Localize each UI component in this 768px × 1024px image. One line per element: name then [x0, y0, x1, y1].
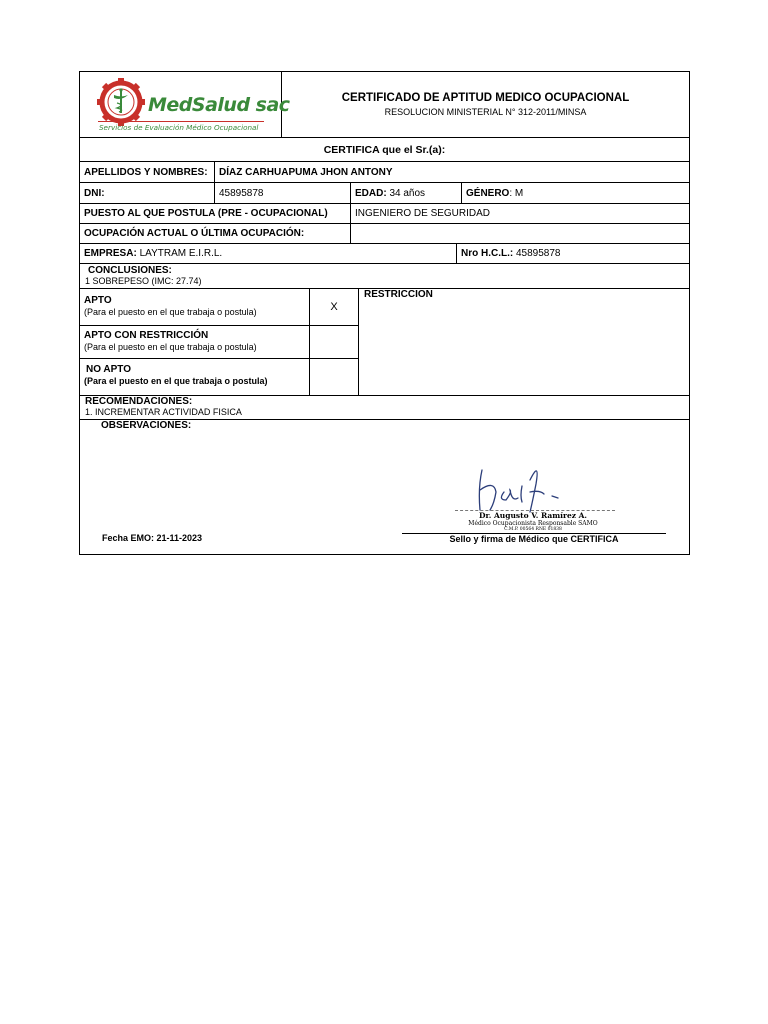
- aptitud-left: [80, 289, 359, 395]
- apto-restriccion-sub: (Para el puesto en el que trabaja o postula): [84, 342, 257, 352]
- ocupacion-value: [351, 224, 689, 243]
- empresa-row: [80, 244, 689, 264]
- recomendaciones-row: [80, 396, 689, 420]
- certifica-row: [80, 138, 689, 162]
- apto-restriccion-row: [80, 326, 358, 359]
- hcl-label: Nro H.C.L.:: [461, 248, 514, 259]
- apellidos-row: [80, 162, 689, 183]
- apto-mark-box: [309, 289, 358, 325]
- apto-restriccion-mark-box: [309, 326, 358, 358]
- page-subtitle: RESOLUCION MINISTERIAL N° 312-2011/MINSA: [384, 107, 587, 117]
- puesto-row: [80, 204, 689, 224]
- apto-label: APTO: [84, 295, 112, 306]
- title-cell: [282, 72, 689, 137]
- empresa-cell: [80, 244, 457, 263]
- no-apto-row: [80, 359, 358, 395]
- empresa-value: LAYTRAM E.I.R.L.: [139, 248, 223, 259]
- apellidos-label: APELLIDOS Y NOMBRES:: [80, 162, 215, 182]
- stamp-role: Médico Ocupacionista Responsable SAMO: [468, 520, 598, 527]
- stamp-doctor: Dr. Augusto V. Ramírez A.: [478, 511, 588, 520]
- doctor-signature: [460, 460, 590, 516]
- no-apto-mark-box: [309, 359, 358, 395]
- hcl-cell: [457, 244, 689, 263]
- page-title: CERTIFICADO DE APTITUD MEDICO OCUPACIONAL: [341, 92, 630, 104]
- apto-row: [80, 289, 358, 326]
- ocupacion-row: [80, 224, 689, 244]
- hcl-value: 45895878: [516, 248, 561, 259]
- genero-cell: [462, 183, 689, 203]
- recomendaciones-value: 1. INCREMENTAR ACTIVIDAD FISICA: [85, 407, 242, 417]
- apto-mark: X: [330, 301, 338, 313]
- apto-restriccion-label: APTO CON RESTRICCIÓN: [84, 330, 209, 341]
- apto-sub: (Para el puesto en el que trabaja o postula): [84, 307, 257, 317]
- header-row: [80, 72, 689, 138]
- signature-caption: Sello y firma de Médico que CERTIFICA: [449, 534, 619, 544]
- observaciones-section: [80, 420, 689, 554]
- dni-label: DNI:: [80, 183, 215, 203]
- genero-value: : M: [509, 187, 524, 199]
- conclusiones-row: [80, 264, 689, 289]
- dni-row: [80, 183, 689, 204]
- edad-value: 34 años: [389, 187, 426, 199]
- apellidos-value: DÍAZ CARHUAPUMA JHON ANTONY: [219, 166, 393, 178]
- genero-label: GÉNERO: [466, 187, 510, 199]
- edad-label: EDAD:: [355, 187, 387, 199]
- puesto-value: INGENIERO DE SEGURIDAD: [355, 208, 491, 219]
- observaciones-label: OBSERVACIONES:: [101, 420, 192, 431]
- conclusiones-label: CONCLUSIONES:: [88, 265, 172, 276]
- logo-brand: MedSalud sac: [148, 94, 290, 116]
- logo-cell: [80, 72, 290, 137]
- aptitud-block: [80, 289, 689, 396]
- conclusiones-value: 1 SOBREPESO (IMC: 27.74): [85, 276, 202, 286]
- puesto-label: PUESTO AL QUE POSTULA (PRE - OCUPACIONAL): [80, 204, 351, 223]
- dni-value: 45895878: [215, 183, 351, 203]
- restriccion-box-label: RESTRICCION: [364, 289, 433, 300]
- certifica-text: CERTIFICA que el Sr.(a):: [323, 143, 446, 156]
- ocupacion-label: OCUPACIÓN ACTUAL O ÚLTIMA OCUPACIÓN:: [80, 224, 351, 243]
- recomendaciones-label: RECOMENDACIONES:: [85, 396, 193, 407]
- no-apto-label: NO APTO: [86, 364, 132, 375]
- fecha-emo: Fecha EMO: 21-11-2023: [102, 533, 203, 543]
- logo-divider: [98, 121, 264, 122]
- edad-cell: [351, 183, 462, 203]
- certificate: [79, 71, 690, 555]
- logo-tagline: Servicios de Evaluación Médico Ocupacional: [99, 123, 259, 132]
- stamp-ids: C.M.P. 00564 RNE 01838: [504, 527, 562, 532]
- empresa-label: EMPRESA:: [84, 248, 137, 259]
- no-apto-sub: (Para el puesto en el que trabaja o postula): [84, 376, 268, 386]
